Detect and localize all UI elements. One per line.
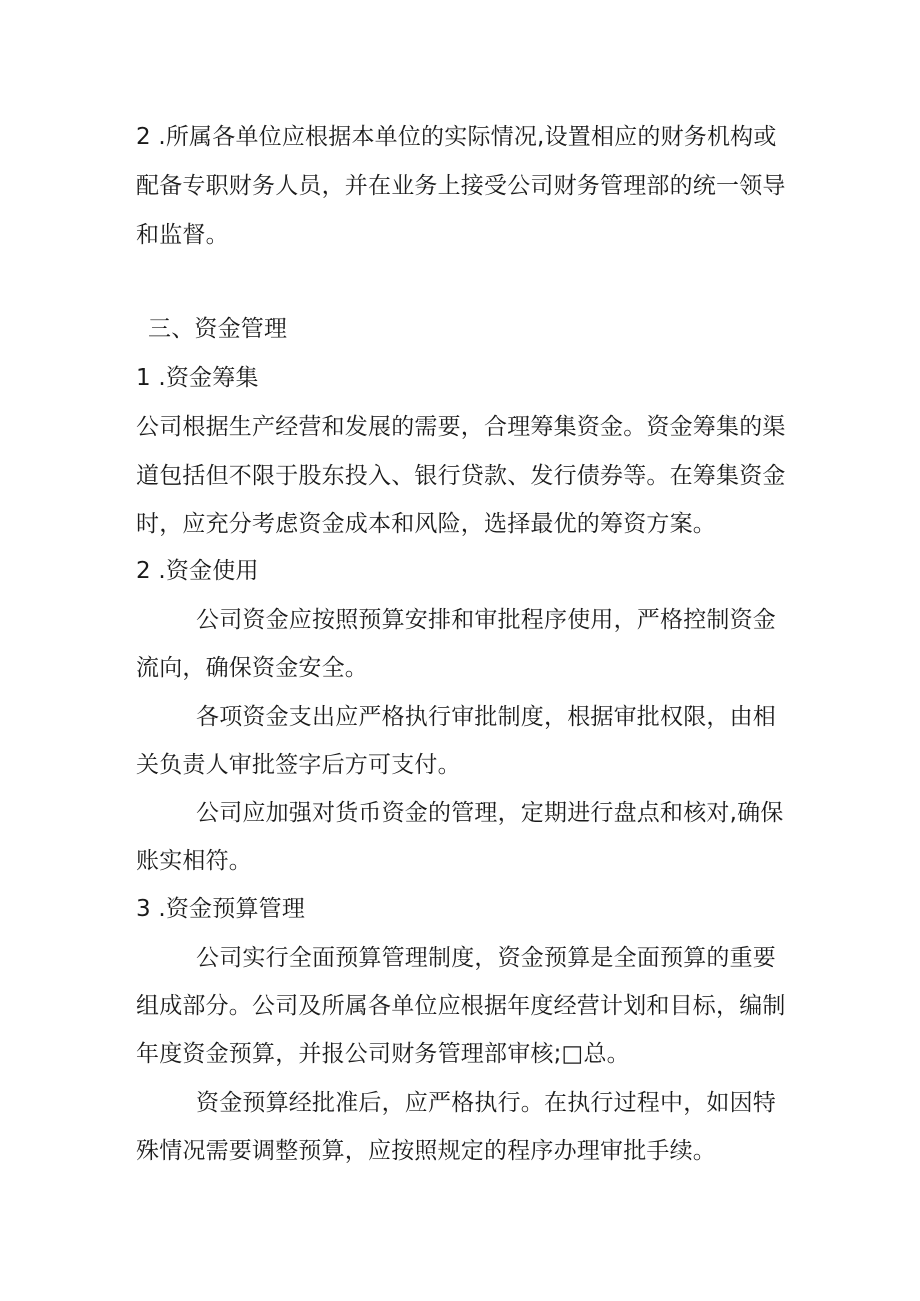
fund-budget-para2-line-1: 资金预算经批准后，应严格执行。在执行过程中，如因特: [196, 1090, 776, 1116]
fund-raising-line-3: 时，应充分考虑资金成本和风险，选择最优的筹资方案。: [136, 511, 716, 537]
fund-use-para3-line-2: 账实相符。: [136, 848, 252, 874]
section-heading-fund-management: 三、资金管理: [148, 316, 288, 342]
fund-budget-para1-line-2: 组成部分。公司及所属各单位应根据年度经营计划和目标，编制: [136, 993, 786, 1019]
subheading-fund-raising: 1 .资金筹集: [136, 365, 259, 391]
fund-use-para2-line-1: 各项资金支出应严格执行审批制度，根据审批权限，由相: [196, 704, 776, 730]
item-2-line-2: 配备专职财务人员，并在业务上接受公司财务管理部的统一领导: [136, 173, 786, 199]
fund-use-para1-line-2: 流向，确保资金安全。: [136, 655, 368, 681]
item-2-line-1: 2 .所属各单位应根据本单位的实际情况,设置相应的财务机构或: [136, 124, 777, 150]
fund-budget-para1-line-1: 公司实行全面预算管理制度，资金预算是全面预算的重要: [196, 945, 776, 971]
subheading-fund-use: 2 .资金使用: [136, 558, 259, 584]
fund-use-para2-line-2: 关负责人审批签字后方可支付。: [136, 752, 461, 778]
fund-use-para3-line-1: 公司应加强对货币资金的管理，定期进行盘点和核对,确保: [196, 800, 784, 826]
fund-budget-para1-line-3: 年度资金预算，并报公司财务管理部审核;□总。: [136, 1041, 630, 1067]
subheading-fund-budget: 3 .资金预算管理: [136, 896, 306, 922]
fund-raising-line-2: 道包括但不限于股东投入、银行贷款、发行债券等。在筹集资金: [136, 463, 786, 489]
fund-budget-para2-line-2: 殊情况需要调整预算，应按照规定的程序办理审批手续。: [136, 1138, 716, 1164]
item-2-line-3: 和监督。: [136, 222, 229, 248]
fund-use-para1-line-1: 公司资金应按照预算安排和审批程序使用，严格控制资金: [196, 607, 776, 633]
fund-raising-line-1: 公司根据生产经营和发展的需要，合理筹集资金。资金筹集的渠: [136, 414, 786, 440]
